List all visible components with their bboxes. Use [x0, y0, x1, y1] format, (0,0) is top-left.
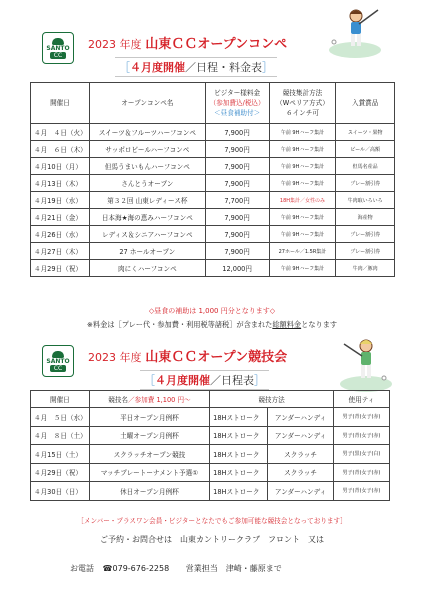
row-prize: 海産物	[336, 209, 395, 226]
golf-ball-icon	[52, 38, 64, 45]
header2-method: 競技方法	[210, 391, 334, 408]
section2-year: 2023 年度	[88, 351, 142, 364]
section2-name: 山東ＣＣオープン競技会	[145, 350, 288, 365]
row-fee: 7,900円	[205, 124, 269, 141]
table-row	[31, 192, 395, 209]
header2-name-label: 競技名	[108, 396, 128, 404]
row-fee: 7,900円	[205, 158, 269, 175]
row-method2: スクラッチ	[268, 445, 334, 464]
row-method: 午前 9Hハーフ集計	[269, 209, 336, 226]
table-row	[31, 124, 395, 141]
row-fee: 7,900円	[205, 141, 269, 158]
row-method2: アンダーハンディ	[268, 482, 334, 501]
table-row	[31, 209, 395, 226]
golfer-illustration-1	[326, 4, 384, 60]
row-date: ４月27日（木）	[31, 243, 90, 260]
competition-table-header	[31, 391, 390, 408]
row-method1: 18Hストローク	[210, 426, 268, 445]
golfer-illustration-2	[338, 334, 394, 394]
row-method1: 18Hストローク	[210, 482, 268, 501]
phone-label: お電話	[70, 564, 94, 573]
section1-name: 山東ＣＣオープンコンペ	[145, 37, 288, 52]
header2-name	[89, 391, 209, 408]
contact-line1: ご予約・お問合せは 山東カントリークラブ フロント 又は	[100, 535, 324, 544]
row-name: 日本海★海の恵みハーフコンペ	[89, 209, 205, 226]
header-prize: 入賞賞品	[336, 83, 395, 124]
section2-subtitle: ［４月度開催／日程表］	[140, 370, 269, 390]
row-date: ４月29日（祝）	[31, 260, 90, 277]
table-row	[31, 426, 390, 445]
row-prize: 牛肉／豚肉	[336, 260, 395, 277]
header-method-line2: （Wペリア方式）	[276, 99, 329, 107]
row-tee: 男子(青)女子(赤)	[333, 426, 389, 445]
row-tee: 男子(黒)女子(白)	[333, 445, 389, 464]
row-date: ４月13日（木）	[31, 175, 90, 192]
row-method1: 18Hストローク	[210, 463, 268, 482]
header2-date: 開催日	[31, 391, 90, 408]
row-prize: 牛肉取いろいろ	[336, 192, 395, 209]
row-method: 27ホール／1.5R集計	[269, 243, 336, 260]
row-date: ４月26日（水）	[31, 226, 90, 243]
row-name: さんとうオープン	[89, 175, 205, 192]
row-date: ４月21日（金）	[31, 209, 90, 226]
row-method: 午前 9Hハーフ集計	[269, 175, 336, 192]
row-name: スイーツ＆フルーツハーフコンペ	[89, 124, 205, 141]
row-name: 但馬うまいもんハーフコンペ	[89, 158, 205, 175]
row-date: ４月 ８日（土）	[31, 426, 90, 445]
section2-sub-rest: ／日程表	[210, 374, 254, 387]
phone-number[interactable]: ☎079-676-2258	[102, 564, 170, 573]
section1-subtitle: ［４月度開催／日程・料金表］	[115, 57, 277, 77]
table-row	[31, 463, 390, 482]
row-method2: アンダーハンディ	[268, 408, 334, 427]
header-method-line3: ６インチ可	[285, 109, 319, 117]
row-method1: 18Hストローク	[210, 408, 268, 427]
header-method-line1: 競技集計方法	[282, 89, 323, 97]
row-fee: 12,000円	[205, 260, 269, 277]
logo-badge-2: CC	[50, 365, 66, 372]
row-name: 休日オープン月例杯	[89, 482, 209, 501]
header-name: オープンコンペ名	[89, 83, 205, 124]
row-name: 27 ホールオープン	[89, 243, 205, 260]
row-name: 平日オープン月例杯	[89, 408, 209, 427]
row-fee: 7,700円	[205, 192, 269, 209]
row-name: サッポロビールハーフコンペ	[89, 141, 205, 158]
row-tee: 男子(青)女子(赤)	[333, 482, 389, 501]
header-fee	[205, 83, 269, 124]
row-prize: プレー割引券	[336, 243, 395, 260]
table-row	[31, 260, 395, 277]
table-row	[31, 408, 390, 427]
golf-ball-icon	[52, 351, 64, 358]
row-name: 第３２回 山東レディース杯	[89, 192, 205, 209]
row-fee: 7,900円	[205, 243, 269, 260]
compe-table-header	[31, 83, 395, 124]
row-date: ４月 ６日（木）	[31, 141, 90, 158]
row-date: ４月19日（水）	[31, 192, 90, 209]
fee-note-post: となります	[301, 320, 338, 329]
table-row	[31, 445, 390, 464]
section2-month: ４月度開催	[155, 374, 210, 387]
row-prize: プレー割引券	[336, 175, 395, 192]
section2-title	[88, 346, 287, 365]
logo-word: SANTO	[46, 44, 70, 52]
row-date: ４月29日（祝）	[31, 463, 90, 482]
header2-name-fee: ／参加費 1,100 円～	[128, 396, 191, 404]
header-fee-line1: ビジター様料金	[214, 89, 261, 97]
section1-month: ４月度開催	[130, 61, 185, 74]
row-name: スクラッチオープン競技	[89, 445, 209, 464]
row-method: 午前 9Hハーフ集計	[269, 260, 336, 277]
row-tee: 男子(青)女子(赤)	[333, 463, 389, 482]
row-method: 午前 9Hハーフ集計	[269, 158, 336, 175]
competition-table	[30, 390, 390, 501]
logo-badge: CC	[50, 52, 66, 59]
row-date: ４月 ５日（水）	[31, 408, 90, 427]
header-fee-line3: ＜昼食補助付＞	[214, 109, 261, 117]
row-fee: 7,900円	[205, 175, 269, 192]
contact-line2	[70, 563, 282, 574]
row-method: 午前 9Hハーフ集計	[269, 226, 336, 243]
club-logo	[42, 32, 74, 64]
header-date: 開催日	[31, 83, 90, 124]
header2-tee: 使用ティ	[333, 391, 389, 408]
table-row	[31, 482, 390, 501]
row-tee: 男子(青)女子(赤)	[333, 408, 389, 427]
row-name: マッチプレートーナメント予選①	[89, 463, 209, 482]
row-name: レディス＆シニアハーフコンペ	[89, 226, 205, 243]
row-fee: 7,900円	[205, 209, 269, 226]
row-prize: スイーツ・果物	[336, 124, 395, 141]
row-method: 18H集計／女性のみ	[269, 192, 336, 209]
row-prize: ビール／高額	[336, 141, 395, 158]
row-date: ４月 ４日（火）	[31, 124, 90, 141]
club-logo-2	[42, 345, 74, 377]
row-name: 土曜オープン月例杯	[89, 426, 209, 445]
fee-note	[0, 320, 424, 330]
table-row	[31, 226, 395, 243]
compe-table	[30, 82, 395, 277]
member-note: ［メンバー・プラスワン会員・ビジターとなたでもご参加可能な競技会となっております］	[77, 517, 347, 525]
section1-title	[88, 33, 287, 52]
row-method: 午前 9Hハーフ集計	[269, 141, 336, 158]
fee-note-pre: ※料金は［プレー代・参加費・利用税等諸税］が含まれた	[86, 320, 273, 329]
table-row	[31, 158, 395, 175]
section1-year: 2023 年度	[88, 38, 142, 51]
row-method: 午前 9Hハーフ集計	[269, 124, 336, 141]
row-method2: アンダーハンディ	[268, 426, 334, 445]
row-name: 肉にくハーフコンペ	[89, 260, 205, 277]
row-fee: 7,900円	[205, 226, 269, 243]
header-method	[269, 83, 336, 124]
row-date: ４月30日（日）	[31, 482, 90, 501]
row-method2: スクラッチ	[268, 463, 334, 482]
row-date: ４月10日（月）	[31, 158, 90, 175]
table-row	[31, 243, 395, 260]
row-prize: プレー割引券	[336, 226, 395, 243]
logo-word-2: SANTO	[46, 357, 70, 365]
table-row	[31, 175, 395, 192]
section1-sub-rest: ／日程・料金表	[185, 61, 262, 74]
header-fee-line2: （参加費込/税込）	[209, 99, 265, 107]
row-date: ４月15日（土）	[31, 445, 90, 464]
meal-note: ◇昼食の補助は 1,000 円分となります◇	[148, 307, 276, 315]
row-prize: 但馬名産品	[336, 158, 395, 175]
fee-note-underlined: 総額料金	[272, 320, 302, 329]
sales-staff: 営業担当 津崎・藤原まで	[185, 564, 282, 573]
table-row	[31, 141, 395, 158]
row-method1: 18Hストローク	[210, 445, 268, 464]
